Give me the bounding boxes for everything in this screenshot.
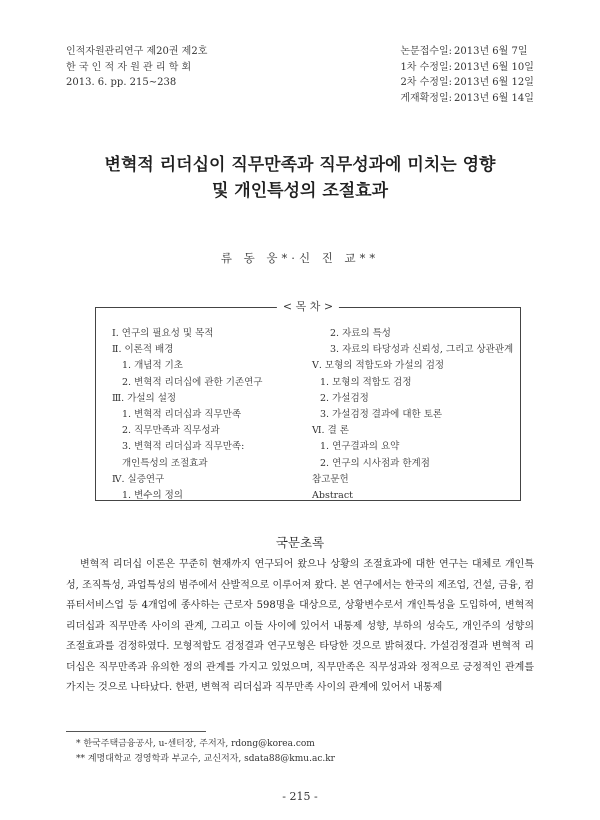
table-of-contents (95, 300, 521, 502)
toc-item: Ⅵ. 결 론 (312, 425, 349, 437)
toc-item: Ⅴ. 모형의 적합도와 가설의 검정 (312, 360, 445, 372)
toc-heading: < 목 차 > (277, 300, 339, 314)
date-row: 논문접수일: 2013년 6월 7일 (400, 46, 528, 57)
toc-item: 2. 자료의 특성 (330, 328, 391, 339)
abstract-heading: 국문초록 (275, 535, 325, 550)
date-row: 2차 수정일: 2013년 6월 12일 (400, 77, 534, 88)
toc-left-column (104, 326, 262, 504)
toc-item: Abstract (312, 490, 353, 502)
title-line: 변혁적 리더십이 직무만족과 직무성과에 미치는 영향 (104, 155, 496, 175)
toc-item: 1. 개념적 기초 (122, 360, 183, 372)
toc-item: 2. 가설검정 (320, 392, 369, 404)
toc-right-column (312, 326, 513, 504)
issue-pages: 2013. 6. pp. 215∼238 (66, 77, 177, 88)
abstract-body: 변혁적 리더십 이론은 꾸준히 현재까지 연구되어 왔으나 상황의 조절효과에 대한 연구는 대체로 개인특성, 조직특성, 과업특성의 범주에서 산발적으로 이루어져 왔다. 본 연구에서는 한국의 제조업, 건설, 금융, 컴퓨터서비스업 등 4개업에 종사하는 근로자 598명을 대상으로, 상황변수로서 개인특성을 도입하여, 변혁적 리더십과 직무만족 사이의 관계, 그리고 이들 사이에 있어서 내통제 성향, 부하의 성숙도, 개인주의 성향의 조절효과를 검정하였다. 모형적합도 검정결과 연구모형은 타당한 것으로 밝혀졌다. 가설검정결과 변혁적 리더십은 직무만족과 유의한 정의 관계를 가지고 있었으며, 직무만족은 직무성과와 정적으로 긍정적인 관계를 가지는 것으로 나타났다. 한편, 변혁적 리더십과 직무만족 사이의 관계에 있어서 내통제 (66, 559, 534, 693)
date-row: 1차 수정일: 2013년 6월 10일 (400, 61, 534, 73)
society-name: 한 국 인 적 자 원 관 리 학 회 (66, 61, 192, 73)
authors: 류 동 웅*·신 진 교** (220, 251, 380, 265)
toc-item: 1. 모형의 적합도 검정 (320, 376, 412, 388)
footnote-divider (66, 731, 206, 732)
journal-info (66, 44, 207, 91)
toc-item: Ⅳ. 실증연구 (112, 473, 165, 485)
date-row: 게재확정일: 2013년 6월 14일 (400, 92, 534, 104)
toc-item: 2. 직무만족과 직무성과 (122, 425, 220, 437)
toc-item: 개인특성의 조절효과 (122, 457, 208, 469)
submission-dates (386, 44, 534, 106)
toc-item: Ⅱ. 이론적 배경 (112, 344, 174, 356)
journal-name: 인적자원관리연구 제20권 제2호 (66, 46, 208, 57)
toc-item: 1. 변수의 정의 (122, 490, 183, 502)
toc-item: Ⅲ. 가설의 설정 (112, 392, 177, 404)
title-line: 및 개인특성의 조절효과 (211, 181, 389, 201)
footnote-author-1: * 한국주택금융공사, u-센터장, 주저자, rdong@korea.com (76, 739, 315, 749)
toc-item: 2. 연구의 시사점과 한계점 (320, 457, 430, 469)
toc-item: 3. 가설검정 결과에 대한 토론 (320, 409, 443, 421)
page-number: - 215 - (282, 790, 318, 803)
toc-item: 1. 변혁적 리더십과 직무만족 (122, 409, 242, 421)
paper-title (0, 152, 600, 204)
toc-item: 2. 변혁적 리더십에 관한 기존연구 (122, 376, 263, 388)
toc-item: Ⅰ. 연구의 필요성 및 목적 (112, 328, 214, 339)
toc-item: 1. 연구결과의 요약 (320, 441, 400, 453)
toc-item: 3. 자료의 타당성과 신뢰성, 그리고 상관관계 (330, 344, 514, 356)
toc-item: 참고문헌 (312, 473, 349, 485)
footnote-author-2: ** 계명대학교 경영학과 부교수, 교신저자, sdata88@kmu.ac.kr (76, 754, 335, 764)
toc-item: 3. 변혁적 리더십과 직무만족: (122, 441, 245, 453)
